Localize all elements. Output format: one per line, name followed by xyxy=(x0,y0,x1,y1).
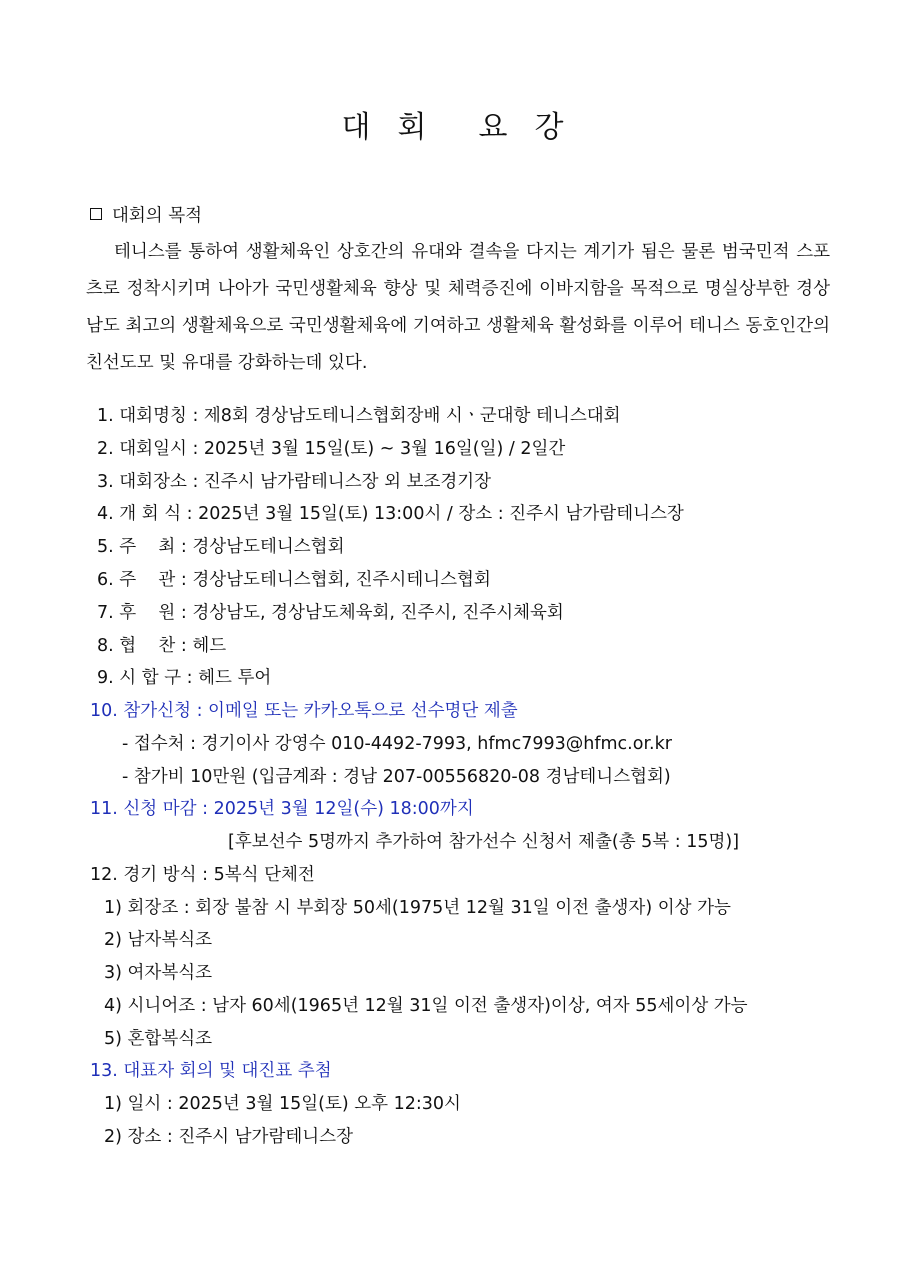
item-organizer: 6. 주 관 : 경상남도테니스협회, 진주시테니스협회 xyxy=(97,570,491,590)
item-cosponsor: 8. 협 찬 : 헤드 xyxy=(97,636,227,656)
deadline-note: [후보선수 5명까지 추가하여 참가선수 신청서 제출(총 5복 : 15명)] xyxy=(228,832,740,852)
purpose-paragraph: 테니스를 통하여 생활체육인 상호간의 유대와 결속을 다지는 계기가 됨은 물론 범국민적 스포츠로 정착시키며 나아가 국민생활체육 향상 및 체력증진에 이바지함을 목적으로 명실상부한 경상남도 최고의 생활체육으로 국민생활체육에 기여하고 생활체육 활성화를 이루어 테니스 동호인간의 친선도모 및 유대를 강화하는데 있다. xyxy=(86,242,830,373)
item-application: 10. 참가신청 : 이메일 또는 카카오톡으로 선수명단 제출 xyxy=(90,701,518,721)
item-venue: 3. 대회장소 : 진주시 남가람테니스장 외 보조경기장 xyxy=(97,472,492,492)
title-char: 강 xyxy=(534,110,564,145)
format-sub-item: 5) 혼합복식조 xyxy=(104,1029,213,1049)
item-opening: 4. 개 회 식 : 2025년 3월 15일(토) 13:00시 / 장소 : 진주시 남가람테니스장 xyxy=(97,504,684,524)
application-fee: - 참가비 10만원 (입금계좌 : 경남 207-00556820-08 경남테니스협회) xyxy=(122,767,671,787)
purpose-heading xyxy=(90,202,202,227)
checkbox-icon xyxy=(90,208,102,220)
item-date: 2. 대회일시 : 2025년 3월 15일(토) ~ 3월 16일(일) / 2일간 xyxy=(97,439,566,459)
meeting-time: 1) 일시 : 2025년 3월 15일(토) 오후 12:30시 xyxy=(104,1094,461,1114)
format-sub-item: 1) 회장조 : 회장 불참 시 부회장 50세(1975년 12월 31일 이전 출생자) 이상 가능 xyxy=(104,898,731,918)
item-host: 5. 주 최 : 경상남도테니스협회 xyxy=(97,537,345,557)
format-sub-item: 2) 남자복식조 xyxy=(104,930,213,950)
item-ball: 9. 시 합 구 : 헤드 투어 xyxy=(97,668,272,688)
item-meeting: 13. 대표자 회의 및 대진표 추첨 xyxy=(90,1061,332,1081)
page-title xyxy=(0,102,905,146)
title-char: 요 xyxy=(478,110,508,145)
title-char: 대 xyxy=(341,110,371,145)
format-sub-item: 3) 여자복식조 xyxy=(104,963,213,983)
item-name: 1. 대회명칭 : 제8회 경상남도테니스협회장배 시ㆍ군대항 테니스대회 xyxy=(97,406,621,426)
item-format: 12. 경기 방식 : 5복식 단체전 xyxy=(90,865,315,885)
meeting-place: 2) 장소 : 진주시 남가람테니스장 xyxy=(104,1127,353,1147)
item-sponsor: 7. 후 원 : 경상남도, 경상남도체육회, 진주시, 진주시체육회 xyxy=(97,603,564,623)
title-char: 회 xyxy=(397,110,427,145)
purpose-heading-label: 대회의 목적 xyxy=(112,206,203,226)
application-contact: - 접수처 : 경기이사 강영수 010-4492-7993, hfmc7993@hfmc.or.kr xyxy=(122,734,672,754)
format-sub-item: 4) 시니어조 : 남자 60세(1965년 12월 31일 이전 출생자)이상, 여자 55세이상 가능 xyxy=(104,996,748,1016)
item-deadline: 11. 신청 마감 : 2025년 3월 12일(수) 18:00까지 xyxy=(90,799,474,819)
